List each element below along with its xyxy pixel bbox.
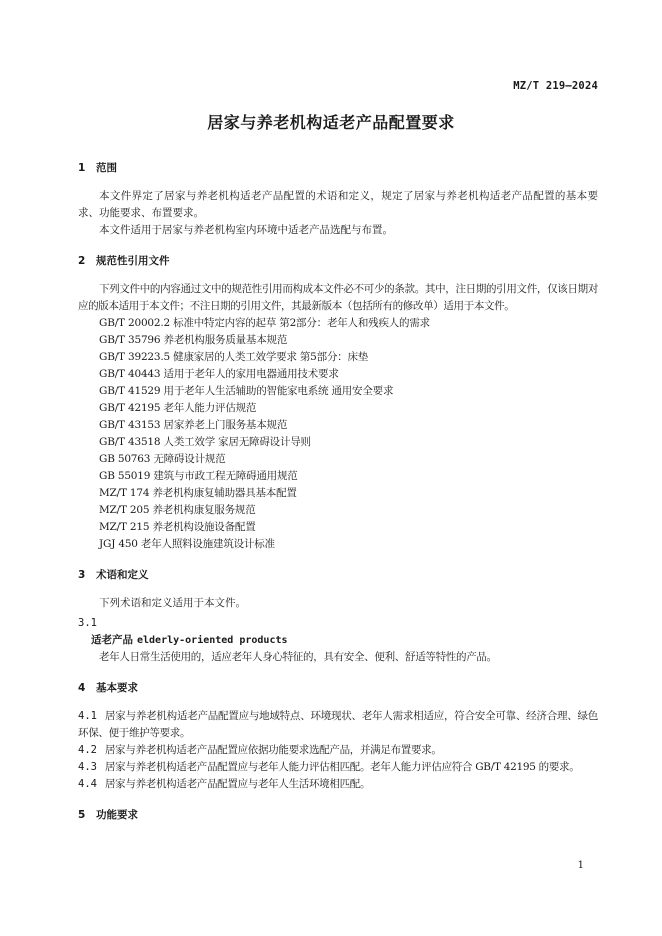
reference-item: JGJ 450 老年人照料设施建筑设计标准	[99, 538, 275, 550]
clause-text: 居家与养老机构适老产品配置应依据功能要求选配产品，并满足布置要求。	[104, 744, 442, 756]
section-heading-normative-references	[78, 253, 598, 270]
reference-item: GB 50763 无障碍设计规范	[99, 453, 226, 465]
reference-item: GB/T 43153 居家养老上门服务基本规范	[99, 419, 288, 431]
clause-text: 居家与养老机构适老产品配置应与老年人能力评估相匹配。老年人能力评估应符合 GB/T 42195 的要求。	[104, 761, 580, 773]
reference-item: MZ/T 215 养老机构设施设备配置	[99, 521, 256, 533]
section-number: 2	[78, 255, 86, 267]
term-name-cn: 适老产品	[91, 634, 133, 646]
section-number: 5	[78, 809, 86, 821]
section-title: 规范性引用文件	[96, 255, 170, 267]
clause-number: 4.4	[78, 778, 97, 790]
clause-text: 居家与养老机构适老产品配置应与地域特点、环境现状、老年人需求相适应，符合安全可靠、经济合理、绿色环保、便于维护等要求。	[78, 710, 598, 739]
section-title: 范围	[96, 162, 117, 174]
term-definition: 老年人日常生活使用的，适应老年人身心特征的，具有安全、便利、舒适等特性的产品。	[99, 651, 497, 663]
terms-intro: 下列术语和定义适用于本文件。	[99, 597, 246, 609]
term-name-en: elderly-oriented products	[137, 635, 288, 646]
scope-paragraph: 本文件界定了居家与养老机构适老产品配置的术语和定义，规定了居家与养老机构适老产品配置的基本要求、功能要求、布置要求。	[78, 190, 598, 219]
section-heading-functional-requirements	[78, 807, 598, 824]
section-number: 3	[78, 569, 86, 581]
clause-number: 4.1	[78, 710, 97, 722]
section-number: 4	[78, 682, 86, 694]
reference-item: GB/T 41529 用于老年人生活辅助的智能家电系统 通用安全要求	[99, 385, 394, 397]
scope-paragraph: 本文件适用于居家与养老机构室内环境中适老产品选配与布置。	[99, 224, 393, 236]
reference-item: GB/T 35796 养老机构服务质量基本规范	[99, 334, 288, 346]
references-intro: 下列文件中的内容通过文中的规范性引用而构成本文件必不可少的条款。其中，注日期的引用文件，仅该日期对应的版本适用于本文件；不注日期的引用文件，其最新版本（包括所有的修改单）适用于本文件。	[78, 283, 598, 312]
reference-item: MZ/T 205 养老机构康复服务规范	[99, 504, 256, 516]
section-title: 功能要求	[96, 809, 138, 821]
clause-text: 居家与养老机构适老产品配置应与老年人生活环境相匹配。	[104, 778, 371, 790]
section-number: 1	[78, 162, 86, 174]
section-title: 术语和定义	[96, 569, 149, 581]
reference-item: GB/T 39223.5 健康家居的人类工效学要求 第5部分：床垫	[99, 351, 369, 363]
clause	[78, 776, 598, 793]
reference-item: GB/T 40443 适用于老年人的家用电器通用技术要求	[99, 368, 339, 380]
reference-item: GB/T 42195 老年人能力评估规范	[99, 402, 257, 414]
section-heading-basic-requirements	[78, 680, 598, 697]
section-heading-scope	[78, 160, 598, 177]
clause-number: 4.2	[78, 744, 97, 756]
document-body	[78, 160, 598, 835]
clause	[78, 742, 598, 759]
standard-number: MZ/T 219—2024	[513, 80, 598, 92]
section-title: 基本要求	[96, 682, 138, 694]
clause	[78, 759, 598, 776]
document-title: 居家与养老机构适老产品配置要求	[207, 113, 455, 132]
clause	[78, 708, 598, 742]
reference-item: GB/T 43518 人类工效学 家居无障碍设计导则	[99, 436, 311, 448]
term-name	[78, 632, 598, 649]
clause-number: 4.3	[78, 761, 97, 773]
reference-item: GB/T 20002.2 标准中特定内容的起草 第2部分：老年人和残疾人的需求	[99, 317, 430, 329]
reference-item: GB 55019 建筑与市政工程无障碍通用规范	[99, 470, 298, 482]
page-number: 1	[577, 860, 584, 871]
section-heading-terms	[78, 567, 598, 584]
term-number: 3.1	[78, 617, 97, 629]
reference-item: MZ/T 174 养老机构康复辅助器具基本配置	[99, 487, 297, 499]
